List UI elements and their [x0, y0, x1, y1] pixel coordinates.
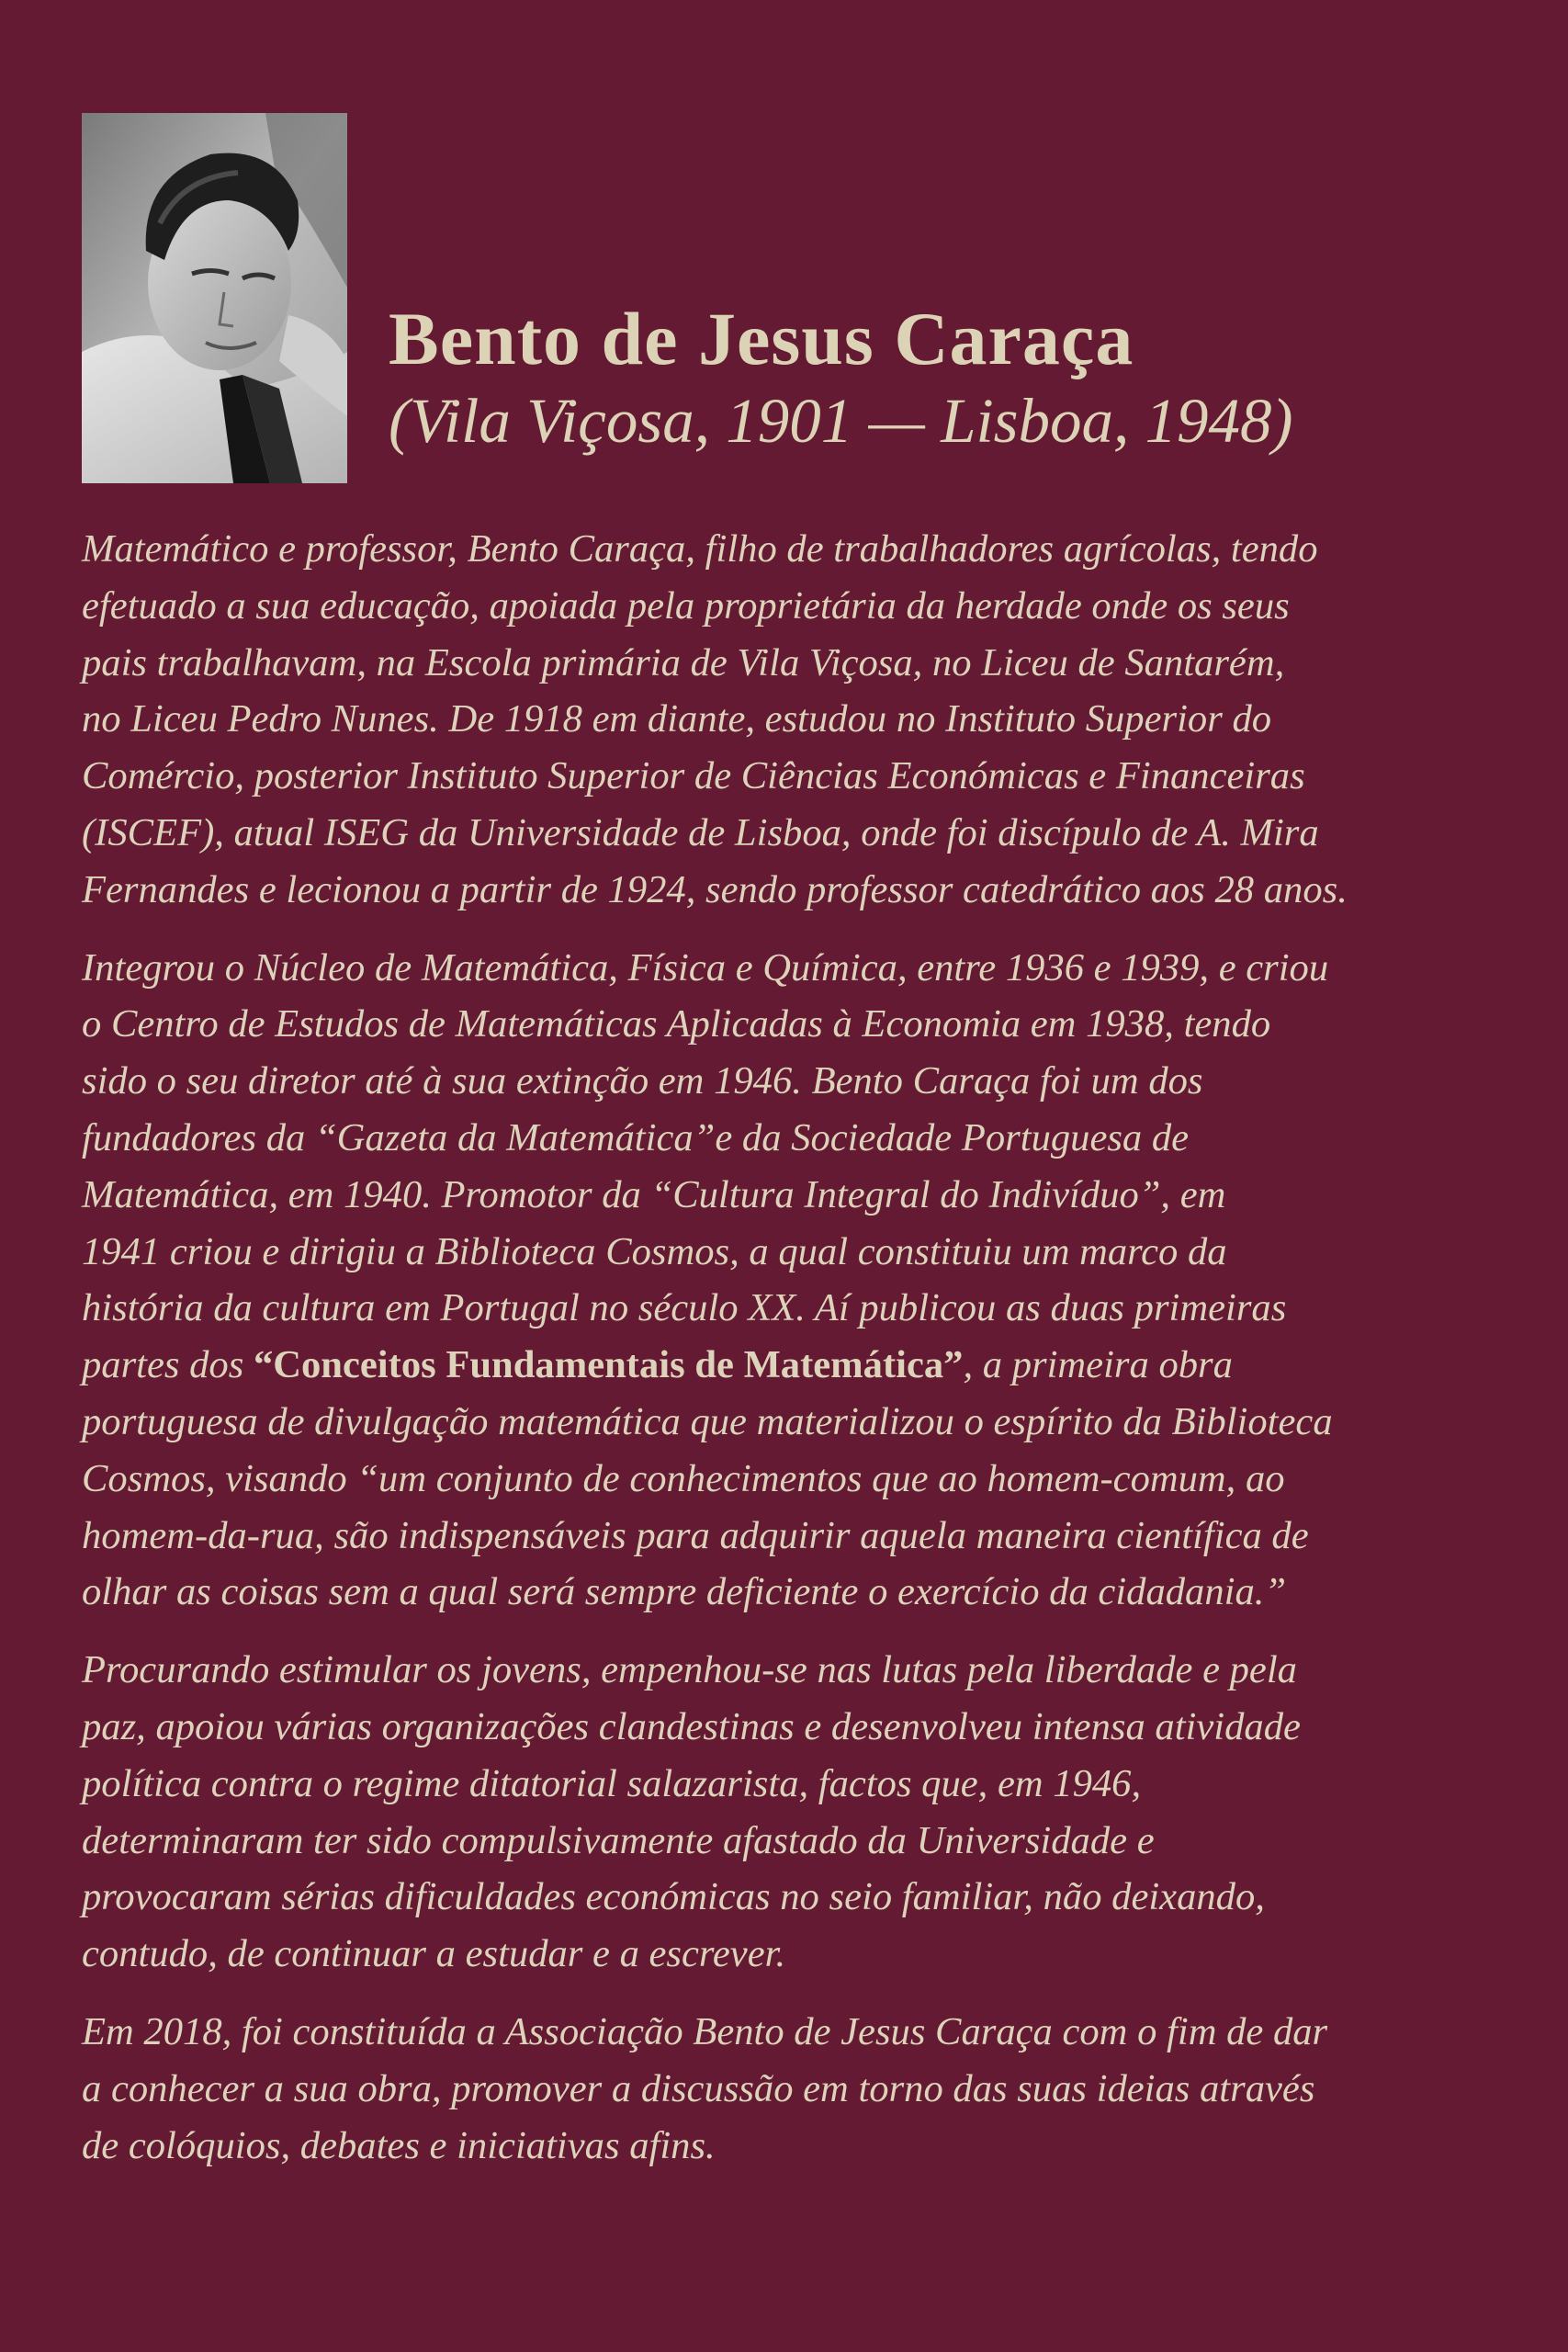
text-line: efetuado a sua educação, apoiada pela proprietária da herdade onde os seus	[82, 583, 1290, 628]
text-line: no Liceu Pedro Nunes. De 1918 em diante, estudou no Instituto Superior do	[82, 697, 1272, 741]
text-line: fundadores da “Gazeta da Matemática”e da Sociedade Portuguesa de	[82, 1115, 1190, 1159]
text-line: história da cultura em Portugal no século XX. Aí publicou as duas primeiras	[82, 1286, 1287, 1330]
text-line: provocaram sérias dificuldades económicas no seio familiar, não deixando,	[82, 1875, 1265, 1919]
text-line: Fernandes e lecionou a partir de 1924, sendo professor catedrático aos 28 anos.	[82, 867, 1348, 911]
title-block	[389, 297, 1491, 456]
paragraph-career	[82, 940, 1496, 1622]
text-line: portuguesa de divulgação matemática que materializou o espírito da Biblioteca	[82, 1399, 1333, 1443]
text-line: homem-da-rua, são indispensáveis para adquirir aquela maneira científica de	[82, 1513, 1309, 1557]
text-line: Matemático e professor, Bento Caraça, filho de trabalhadores agrícolas, tendo	[82, 527, 1318, 571]
paragraph-education	[82, 521, 1496, 919]
text-line: pais trabalhavam, na Escola primária de Vila Viçosa, no Liceu de Santarém,	[82, 640, 1285, 684]
text-line-with-book-title	[82, 1337, 1496, 1394]
author-name: Bento de Jesus Caraça	[389, 297, 1134, 380]
portrait-photo	[82, 113, 347, 483]
text-line: política contra o regime ditatorial salazarista, factos que, em 1946,	[82, 1761, 1142, 1805]
author-dates: (Vila Viçosa, 1901 — Lisboa, 1948)	[389, 386, 1293, 456]
text-line: Matemática, em 1940. Promotor da “Cultura Integral do Indivíduo”, em	[82, 1172, 1226, 1216]
text-line: Procurando estimular os jovens, empenhou-se nas lutas pela liberdade e pela	[82, 1648, 1297, 1692]
portrait-photo-icon	[82, 113, 347, 483]
text-line: (ISCEF), atual ISEG da Universidade de Lisboa, onde foi discípulo de A. Mira	[82, 810, 1319, 854]
text-line: determinaram ter sido compulsivamente afastado da Universidade e	[82, 1818, 1155, 1862]
text-line: Cosmos, visando “um conjunto de conhecimentos que ao homem-comum, ao	[82, 1456, 1285, 1500]
text-line: contudo, de continuar a estudar e a escrever.	[82, 1932, 786, 1976]
text-line: 1941 criou e dirigiu a Biblioteca Cosmos, a qual constituiu um marco da	[82, 1229, 1227, 1273]
text-line: de colóquios, debates e iniciativas afins.	[82, 2123, 716, 2167]
text-line: Em 2018, foi constituída a Associação Bento de Jesus Caraça com o fim de dar	[82, 2009, 1328, 2053]
text-fragment: partes dos	[82, 1343, 254, 1387]
text-line: a conhecer a sua obra, promover a discussão em torno das suas ideias através	[82, 2066, 1315, 2110]
text-line: Comércio, posterior Instituto Superior de Ciências Económicas e Financeiras	[82, 754, 1305, 798]
text-line: Integrou o Núcleo de Matemática, Física e Química, entre 1936 e 1939, e criou	[82, 945, 1329, 989]
text-line: olhar as coisas sem a qual será sempre deficiente o exercício da cidadania.”	[82, 1570, 1287, 1614]
book-title: “Conceitos Fundamentais de Matemática”	[253, 1343, 964, 1387]
biography	[82, 521, 1496, 2195]
text-line: o Centro de Estudos de Matemáticas Aplicadas à Economia em 1938, tendo	[82, 1002, 1271, 1046]
text-line: sido o seu diretor até à sua extinção em 1946. Bento Caraça foi um dos	[82, 1059, 1203, 1103]
text-line: paz, apoiou várias organizações clandestinas e desenvolveu intensa atividade	[82, 1704, 1301, 1748]
paragraph-association	[82, 2004, 1496, 2174]
paragraph-politics	[82, 1642, 1496, 1983]
text-fragment: , a primeira obra	[963, 1343, 1233, 1387]
